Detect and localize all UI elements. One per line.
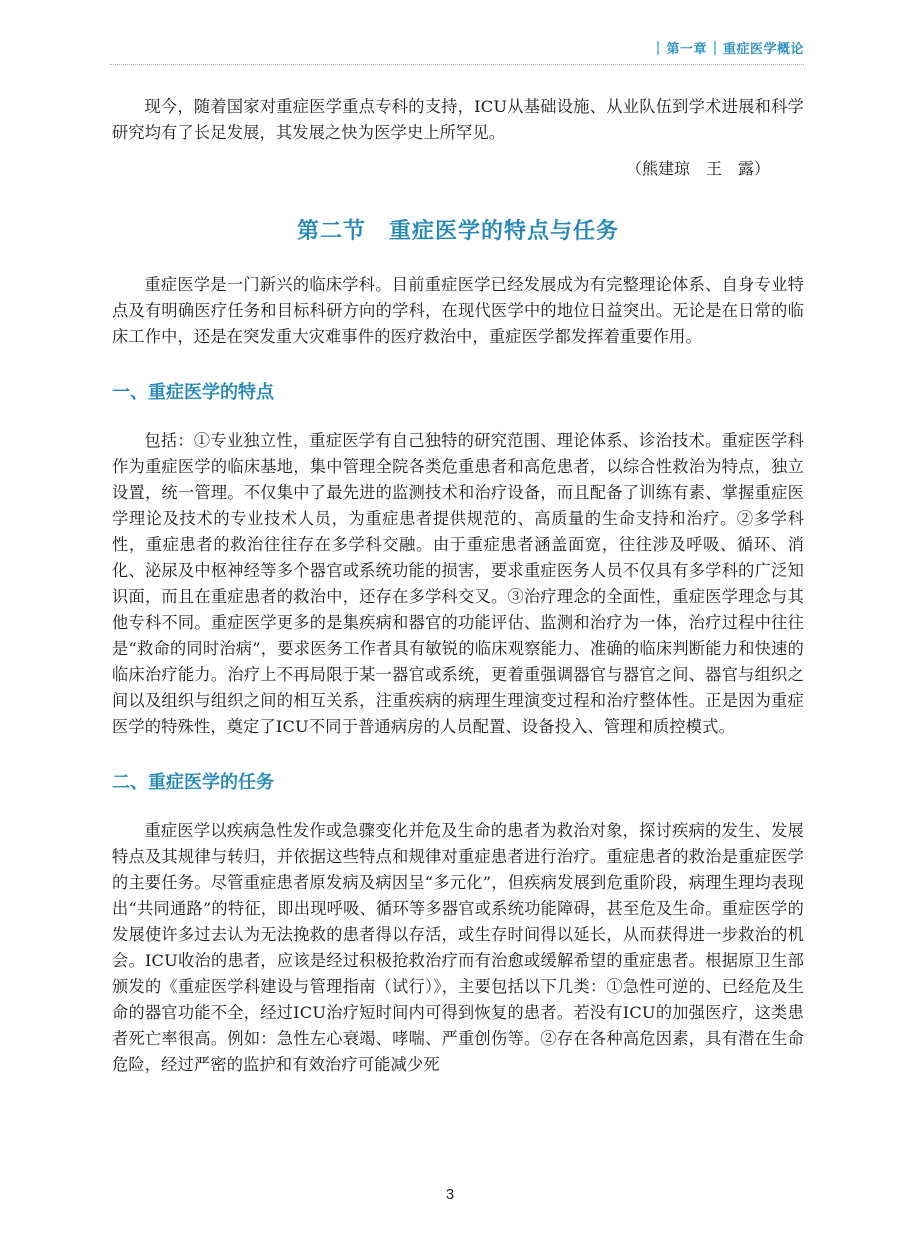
section-intro-paragraph: 重症医学是一门新兴的临床学科。目前重症医学已经发展成为有完整理论体系、自身专业特点及有明确医疗任务和目标科研方向的学科，在现代医学中的地位日益突出。无论是在日常的临床工作中，还是在突发重大灾难事件的医疗救治中，重症医学都发挥着重要作用。 <box>112 275 804 346</box>
features-paragraph: 包括：①专业独立性，重症医学有自己独特的研究范围、理论体系、诊治技术。重症医学科作为重症医学的临床基地，集中管理全院各类危重患者和高危患者，以综合性救治为特点，独立设置，统一管理。不仅集中了最先进的监测技术和治疗设备，而且配备了训练有素、掌握重症医学理论及技术的专业技术人员，为重症患者提供规范的、高质量的生命支持和治疗。②多学科性，重症患者的救治往往存在多学科交融。由于重症患者涵盖面宽，往往涉及呼吸、循环、消化、泌尿及中枢神经等多个器官或系统功能的损害，要求重症医务人员不仅具有多学科的广泛知识面，而且在重症患者的救治中，还存在多学科交叉。③治疗理念的全面性，重症医学理念与其他专科不同。重症医学更多的是集疾病和器官的功能评估、监测和治疗为一体，治疗过程中往往是“救命的同时治病”，要求医务工作者具有敏锐的临床观察能力、准确的临床判断能力和快速的临床治疗能力。治疗上不再局限于某一器官或系统，更着重强调器官与器官之间、器官与组织之间以及组织与组织之间的相互关系，注重疾病的病理生理演变过程和治疗整体性。正是因为重症医学的特殊性，奠定了ICU不同于普通病房的人员配置、设备投入、管理和质控模式。 <box>112 431 804 736</box>
subsection-heading-tasks: 二、重症医学的任务 <box>112 772 274 793</box>
page-body <box>112 94 804 1078</box>
intro-continuation-paragraph: 现今，随着国家对重症医学重点专科的支持，ICU从基础设施、从业队伍到学术进展和科学研究均有了长足发展，其发展之快为医学史上所罕见。 <box>112 97 804 142</box>
subsection-heading-features: 一、重症医学的特点 <box>112 382 274 403</box>
header-chapter: 第一章 <box>666 42 707 57</box>
tasks-paragraph: 重症医学以疾病急性发作或急骤变化并危及生命的患者为救治对象，探讨疾病的发生、发展特点及其规律与转归，并依据这些特点和规律对重症患者进行治疗。重症患者的救治是重症医学的主要任务。尽管重症患者原发病及病因呈“多元化”，但疾病发展到危重阶段，病理生理均表现出“共同通路”的特征，即出现呼吸、循环等多器官或系统功能障碍，甚至危及生命。重症医学的发展使许多过去认为无法挽救的患者得以存活，或生存时间得以延长，从而获得进一步救治的机会。ICU收治的患者，应该是经过积极抢救治疗而有治愈或缓解希望的重症患者。根据原卫生部颁发的《重症医学科建设与管理指南（试行）》，主要包括以下几类：①急性可逆的、已经危及生命的器官功能不全，经过ICU治疗短时间内可得到恢复的患者。若没有ICU的加强医疗，这类患者死亡率很高。例如：急性左心衰竭、哮喘、严重创伤等。②存在各种高危因素，具有潜在生命危险，经过严密的监护和有效治疗可能减少死 <box>112 821 804 1074</box>
author-credit: （熊建琼 王 露） <box>625 159 770 178</box>
running-header <box>650 38 804 57</box>
header-title: 重症医学概论 <box>722 42 804 57</box>
header-divider <box>714 41 716 55</box>
section-heading: 第二节 重症医学的特点与任务 <box>296 219 619 244</box>
header-rule <box>110 64 804 65</box>
header-divider <box>657 41 659 55</box>
page-number: 3 <box>445 1186 455 1203</box>
